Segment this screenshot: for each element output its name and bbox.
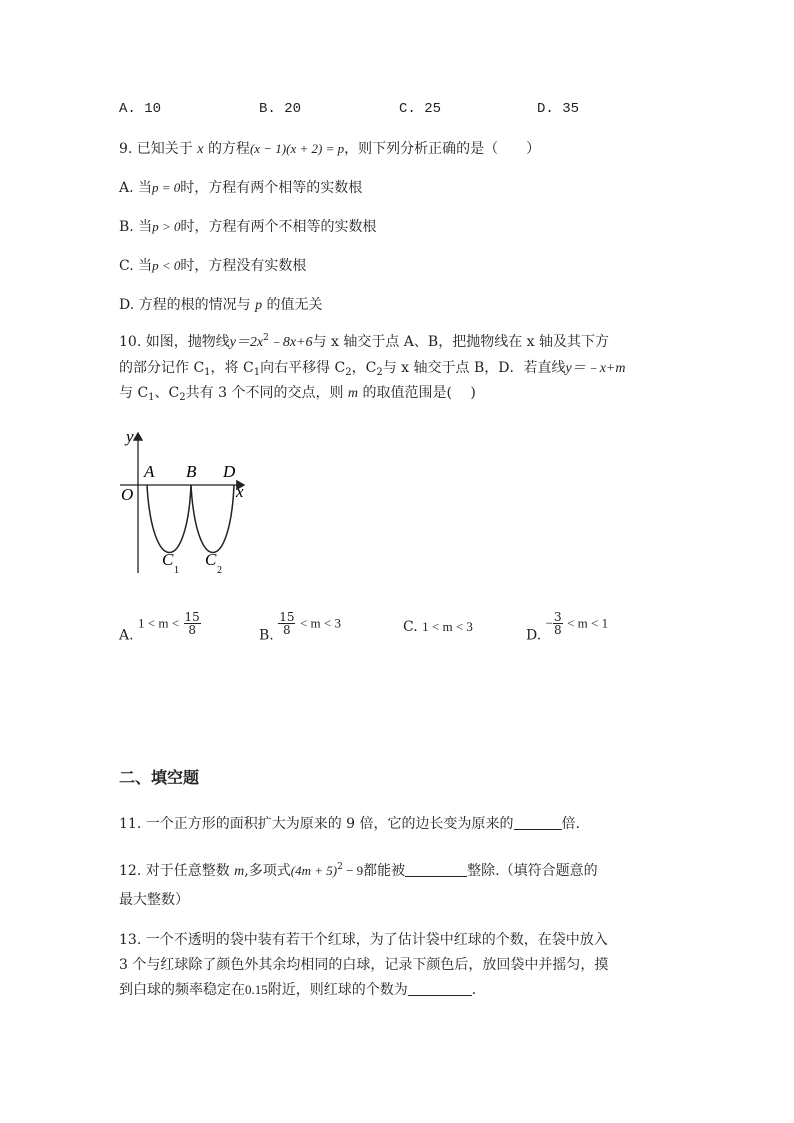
q10-line-eq: y＝﹣x+m [565,361,626,376]
q10-option-c-label: C. [403,619,418,635]
q13-line1: 13. 一个不透明的袋中装有若干个红球，为了估计袋中红球的个数，在袋中放入 [119,932,608,948]
q10-line1 [119,331,609,351]
q9-option-d [119,294,323,314]
q10-option-d [526,611,608,644]
q10-line2-pre: 的部分记作 C [119,360,205,376]
q11-blank[interactable] [514,815,562,830]
q13-line3-post: . [471,982,477,998]
q12-blank[interactable] [405,862,467,877]
q11-text: 11. 一个正方形的面积扩大为原来的 9 倍，它的边长变为原来的 [119,816,514,832]
q9-option-c-cond: p < 0 [152,258,181,273]
q9-equation: (x − 1)(x + 2) = p [249,141,345,156]
q10-line1-pre: 10. 如图，抛物线 [119,334,230,350]
q10-option-c [403,619,473,635]
frac-den: 8 [188,623,196,637]
q9-stem-pre: 9. 已知关于 [119,141,193,157]
q10-option-b-frac [278,611,295,636]
label-c1: C [162,550,174,569]
q10-option-a-frac [184,611,201,636]
q12-mid: ,多项式 [244,863,291,879]
q9-stem-mid: 的方程 [207,141,250,157]
q10-sub: 2 [345,367,352,378]
q10-line2-d: 与 x 轴交于点 B，D．若直线 [382,360,566,376]
q13-line3-mid: 附近，则红球的个数为 [267,982,408,998]
q12-pre: 12. 对于任意整数 [119,863,230,879]
q11 [119,813,580,833]
frac-den: 8 [283,623,291,637]
q9-option-b-label: B. 当 [119,219,153,235]
q10-option-c-expr: 1 < m < 3 [422,619,473,634]
q10-func-exp: 2 [263,333,269,343]
q9-option-b-text: 时，方程有两个不相等的实数根 [180,219,377,235]
label-b: B [186,462,197,481]
q10-option-b-right: < m < 3 [299,615,341,631]
q10-line2-b: 向右平移得 C [260,360,346,376]
q8-option-b: B. 20 [259,101,302,117]
q10-option-d-frac [553,611,563,636]
curve-c1 [147,485,191,553]
q9-option-b-cond: p > 0 [152,219,181,234]
q10-figure [112,425,262,580]
q9-stem [119,138,540,158]
q12-var-m: m [234,864,245,879]
label-x: x [236,482,244,501]
q10-sub: 2 [376,367,383,378]
q12-line1 [119,860,598,880]
q12-line2: 最大整数） [119,892,189,908]
q10-sub: 1 [204,367,211,378]
label-y: y [126,427,134,446]
q11-post: 倍. [561,816,580,832]
q10-line1-post: 与 x 轴交于点 A、B，把抛物线在 x 轴及其下方 [312,334,610,350]
q10-option-a [119,611,201,644]
q9-option-b [119,216,376,236]
frac-num: 3 [553,610,562,624]
q9-var-x: x [197,142,204,157]
q10-option-b [259,611,341,644]
q10-line3 [119,382,476,403]
q10-line3-c: 共有 3 个不同的交点，则 [185,385,344,401]
q10-func-rest: ﹣8x+6 [268,335,313,350]
label-c2-sub: 2 [217,565,222,576]
q9-option-c [119,255,306,275]
label-c1-sub: 1 [174,565,179,576]
q10-line3-b: 、C [154,385,180,401]
q13-line2: 3 个与红球除了颜色外其余均相同的白球，记录下颜色后，放回袋中并摇匀，摸 [119,957,609,973]
q10-sub: 1 [148,392,155,403]
q12-post: 整除.（填符合题意的 [467,863,598,879]
q10-func: y＝2x [229,335,264,350]
q10-option-d-sign: − [545,615,553,631]
q10-line2 [119,357,626,378]
q9-option-c-text: 时，方程没有实数根 [180,258,307,274]
q10-option-a-left: 1 < m < [138,615,180,631]
curve-c2 [191,485,234,553]
q9-option-c-label: C. 当 [119,258,153,274]
q12-expr: (4m + 5) [290,863,338,878]
q10-line3-a: 与 C [119,385,149,401]
q9-option-d-post: 的值无关 [266,297,323,313]
section-title: 二、填空题 [119,768,200,787]
label-d: D [223,462,236,481]
q10-option-a-label: A. [119,627,134,644]
q8-option-a: A. 10 [119,101,162,117]
q9-option-d-var: p [255,298,263,313]
label-a: A [144,462,155,481]
q12-expr2: − 9 [342,863,364,878]
q13-line3-pre: 到白球的频率稳定在 [119,982,245,998]
q13-line3 [119,979,476,999]
q10-option-d-label: D. [526,627,542,644]
frac-den: 8 [553,623,562,637]
q9-option-a [119,177,362,197]
q10-line2-c: ，C [351,360,377,376]
frac-num: 15 [279,610,295,624]
q10-line2-a: ，将 C [210,360,254,376]
q9-option-d-pre: D. 方程的根的情况与 [119,297,251,313]
q10-sub: 2 [179,392,186,403]
q9-option-a-text: 时，方程有两个相等的实数根 [180,180,363,196]
q8-option-c: C. 25 [399,101,442,117]
q10-option-d-right: < m < 1 [567,615,609,631]
q10-option-b-label: B. [259,627,274,644]
q9-option-a-cond: p = 0 [152,180,181,195]
frac-num: 15 [184,610,200,624]
q12-exp: 2 [337,862,343,872]
label-c2: C [205,550,217,569]
q10-line3-post: 的取值范围是( ) [362,385,476,401]
label-o: O [121,485,134,504]
q9-option-a-label: A. 当 [119,180,153,196]
q12-mid2: 都能被 [363,863,406,879]
q8-option-d: D. 35 [537,101,580,117]
q9-stem-post: ，则下列分析正确的是（ ） [344,141,541,157]
q13-blank[interactable] [408,981,472,996]
q10-sub: 1 [253,367,261,378]
q13-value: 0.15 [245,982,268,997]
q10-var-m: m [347,386,359,401]
